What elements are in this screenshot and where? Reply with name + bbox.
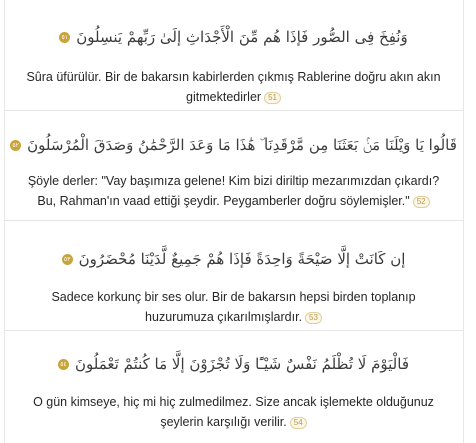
arabic-text: فَالْيَوْمَ لَا تُظْلَمُ نَفْسٌ شَيْـًٔا وَلَا تُجْزَوْنَ إِلَّا مَا كُنتُمْ تَعْمَلُونَ: [75, 355, 409, 373]
verse-block: [4, 111, 463, 221]
arabic-verse: [4, 331, 463, 373]
arabic-verse: [4, 111, 463, 154]
translation-text: Sadece korkunç bir ses olur. Bir de bakarsın hepsi birden toplanıp huzurumuza çıkarılmışlardır.: [51, 290, 416, 324]
verse-number-badge[interactable]: 54: [290, 417, 307, 429]
verse-list: [4, 0, 463, 443]
translation-text: Şöyle derler: "Vay başımıza gelene! Kim bizi diriltip mezarımızdan çıkardı? Bu, Rahman'ın vaad ettiği şeydir. Peygamberler doğru söylemişler.": [27, 174, 440, 208]
translation-text: O gün kimseye, hiç mi hiç zulmedilmez. Size ancak işlemekte olduğunuz şeylerin karşılığı verilir.: [33, 395, 434, 429]
verse-number-badge[interactable]: 53: [305, 312, 322, 324]
verse-block: [4, 0, 463, 111]
verse-translation: [4, 171, 463, 211]
verse-marker-icon: ٥١: [59, 32, 70, 43]
translation-text: Sûra üfürülür. Bir de bakarsın kabirlerden çıkmış Rablerine doğru akın akın gitmektedirler: [26, 70, 441, 104]
verse-block: [4, 331, 463, 443]
arabic-text: إِن كَانَتْ إِلَّا صَيْحَةً وَاحِدَةً فَإِذَا هُمْ جَمِيعٌ لَّدَيْنَا مُحْضَرُونَ: [78, 250, 406, 268]
verse-marker-icon: ٥٢: [10, 140, 21, 151]
verse-translation: [4, 287, 463, 327]
verse-number-badge[interactable]: 52: [413, 196, 430, 208]
verse-translation: [4, 67, 463, 107]
right-border: [463, 0, 464, 443]
arabic-verse: [4, 221, 463, 268]
verse-marker-icon: ٥٤: [58, 359, 69, 370]
arabic-text: وَنُفِخَ فِى الصُّورِ فَإِذَا هُم مِّنَ الْأَجْدَاثِ إِلَىٰ رَبِّهِمْ يَنسِلُونَ: [76, 28, 408, 46]
verse-marker-icon: ٥٣: [62, 254, 73, 265]
verse-translation: [4, 392, 463, 432]
arabic-text: قَالُوا يَا وَيْلَنَا مَنۢ بَعَثَنَا مِن مَّرْقَدِنَا ۜ هَٰذَا مَا وَعَدَ الرَّحْمَٰنُ وَصَدَقَ الْمُرْسَلُونَ: [27, 136, 457, 154]
arabic-verse: [4, 0, 463, 46]
verse-block: [4, 221, 463, 331]
verse-number-badge[interactable]: 51: [264, 92, 281, 104]
